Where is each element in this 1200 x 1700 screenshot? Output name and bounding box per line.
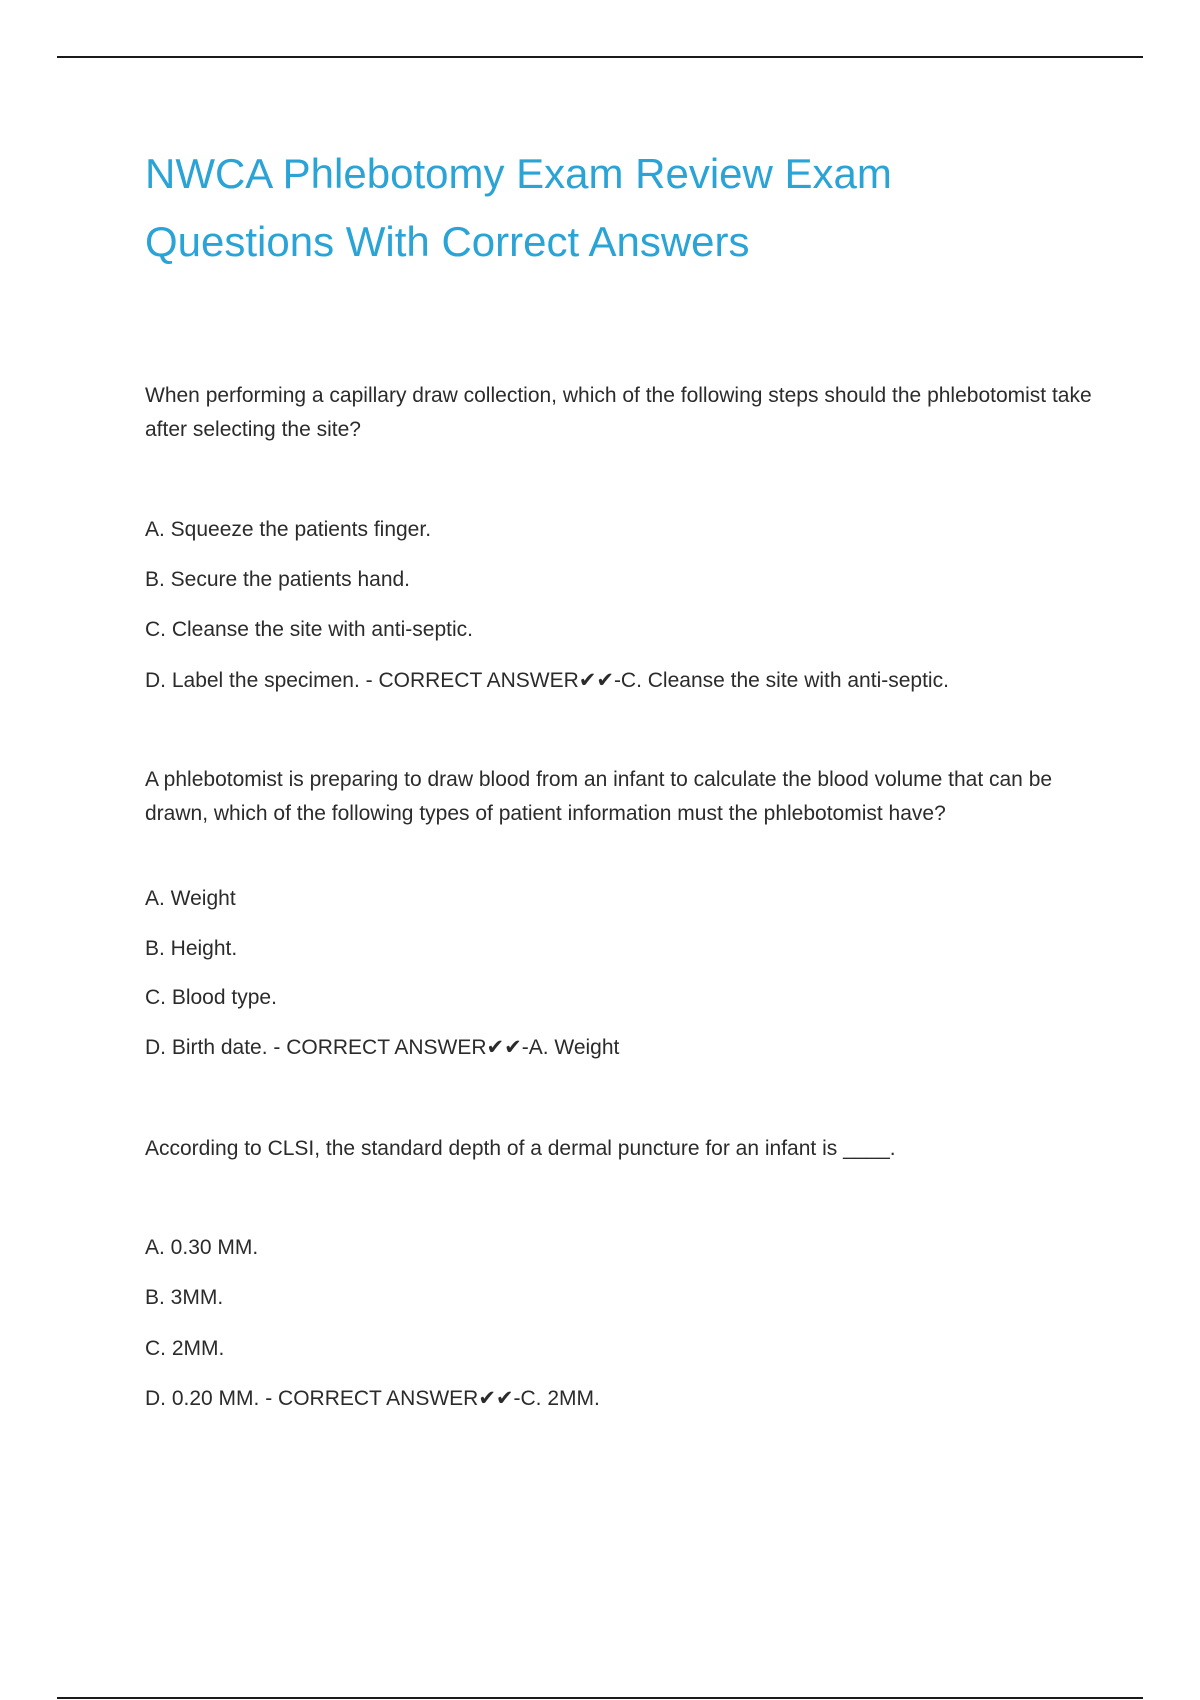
question-3-option-c: C. 2MM. (145, 1337, 225, 1360)
question-2-option-a: A. Weight (145, 887, 236, 910)
question-2-option-d-answer: D. Birth date. - CORRECT ANSWER✔✔-A. Weight (145, 1036, 620, 1059)
question-3-text: According to CLSI, the standard depth of a dermal puncture for an infant is ____. (145, 1137, 896, 1160)
question-1-text: When performing a capillary draw collection, which of the following steps should the phlebotomist take after selecting the site? (145, 384, 1092, 441)
question-1-option-a: A. Squeeze the patients finger. (145, 518, 432, 541)
bottom-rule (57, 1697, 1143, 1699)
question-1-option-b: B. Secure the patients hand. (145, 568, 411, 591)
question-3-option-b: B. 3MM. (145, 1286, 224, 1309)
top-rule (57, 56, 1143, 58)
question-2-option-c: C. Blood type. (145, 986, 277, 1009)
question-2-text: A phlebotomist is preparing to draw blood from an infant to calculate the blood volume that can be drawn, which of the following types of patient information must the phlebotomist have? (145, 768, 1053, 825)
question-3-option-d-answer: D. 0.20 MM. - CORRECT ANSWER✔✔-C. 2MM. (145, 1387, 600, 1410)
question-1-option-c: C. Cleanse the site with anti-septic. (145, 618, 473, 641)
question-2-option-b: B. Height. (145, 937, 238, 960)
question-3-option-a: A. 0.30 MM. (145, 1236, 259, 1259)
document-title: NWCA Phlebotomy Exam Review Exam Questions With Correct Answers (145, 150, 892, 265)
question-1-option-d-answer: D. Label the specimen. - CORRECT ANSWER✔✔-C. Cleanse the site with anti-septic. (145, 669, 949, 692)
